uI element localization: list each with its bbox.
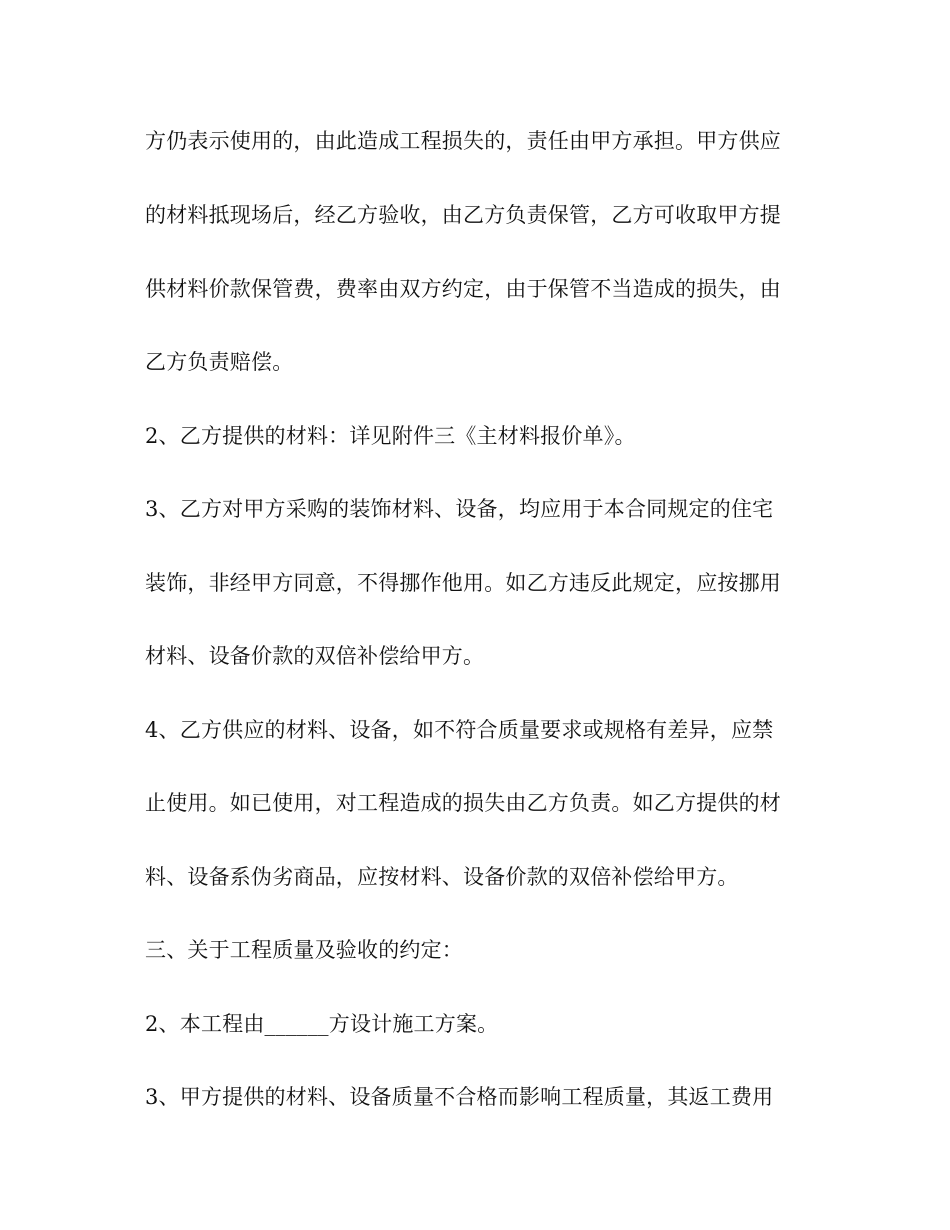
section-heading: 三、关于工程质量及验收的约定： [145,938,463,962]
text-line: 供材料价款保管费，费率由双方约定，由于保管不当造成的损失，由 [145,277,781,301]
text-line: 2、本工程由______方设计施工方案。 [145,1012,499,1036]
text-line: 方仍表示使用的，由此造成工程损失的，责任由甲方承担。甲方供应 [145,129,781,153]
text-line: 的材料抵现场后，经乙方验收，由乙方负责保管，乙方可收取甲方提 [145,203,781,227]
text-line: 料、设备系伪劣商品，应按材料、设备价款的双倍补偿给甲方。 [145,865,739,889]
text-line: 4、乙方供应的材料、设备，如不符合质量要求或规格有差异，应禁 [145,718,774,742]
text-line: 材料、设备价款的双倍补偿给甲方。 [145,644,485,668]
text-line: 乙方负责赔偿。 [145,350,294,374]
text-line: 3、甲方提供的材料、设备质量不合格而影响工程质量，其返工费用 [145,1085,774,1109]
text-line: 3、乙方对甲方采购的装饰材料、设备，均应用于本合同规定的住宅 [145,497,774,521]
text-line: 装饰，非经甲方同意，不得挪作他用。如乙方违反此规定，应按挪用 [145,571,781,595]
text-line: 止使用。如已使用，对工程造成的损失由乙方负责。如乙方提供的材 [145,791,781,815]
text-line: 2、乙方提供的材料：详见附件三《主材料报价单》。 [145,424,636,448]
